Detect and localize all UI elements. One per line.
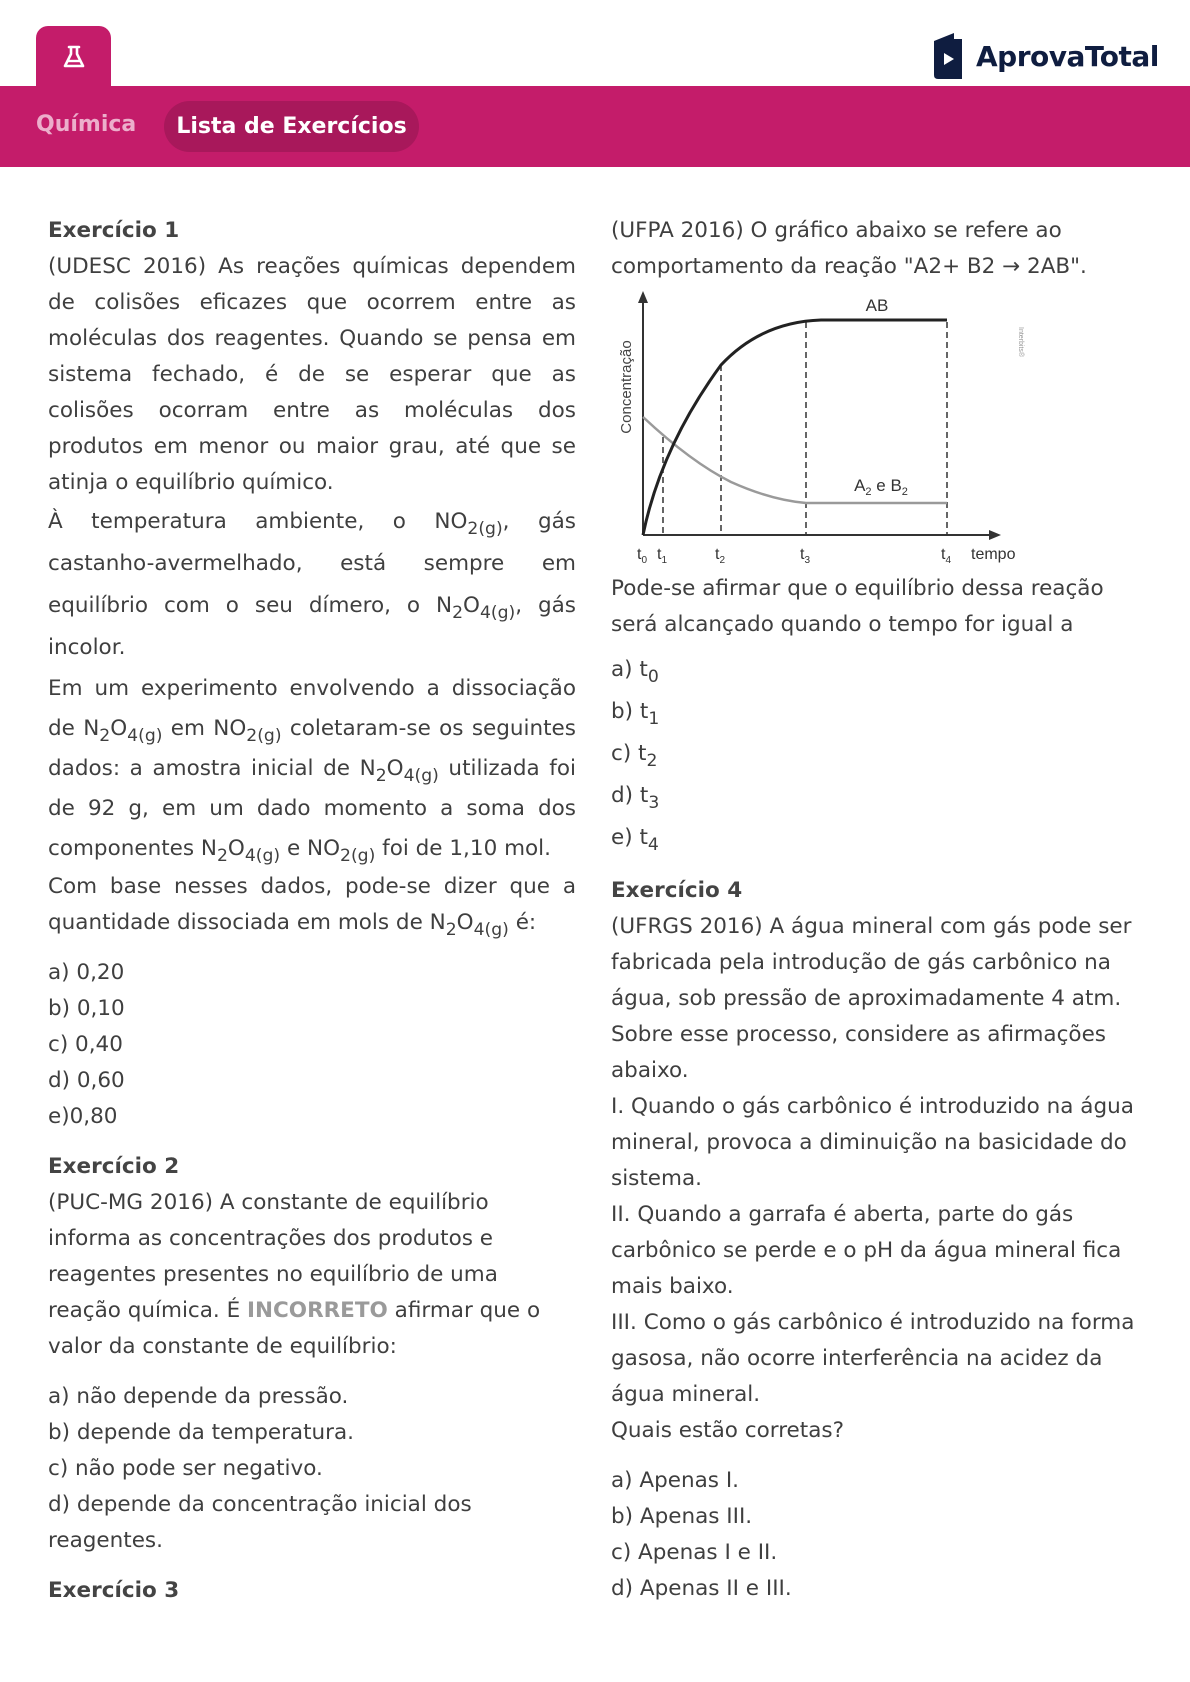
book-play-icon (930, 31, 966, 81)
exercise-4-statement-2: II. Quando a garrafa é aberta, parte do gás carbônico se perde e o pH da água mineral fica mais baixo. (611, 1202, 1122, 1299)
series-ab-label: AB (865, 296, 889, 315)
breadcrumb-section[interactable]: Lista de Exercícios (164, 101, 419, 152)
exercise-3-intro: (UFPA 2016) O gráfico abaixo se refere ao comportamento da reação "A2+ B2 → 2AB". (611, 218, 1087, 279)
svg-text:t4: $t_4$ (941, 546, 952, 566)
exercise-1-option-b: b) 0,10 (48, 996, 125, 1021)
right-column (611, 213, 1141, 1607)
exercise-2-intro: (PUC-MG 2016) A constante de equilíbrio informa as concentrações dos produtos e reagentes presentes no equilíbrio de uma reação química. É INCORRETO afirmar que o valor da constante de equilíbrio: (48, 1190, 541, 1359)
exercise-4-intro: (UFRGS 2016) A água mineral com gás pode ser fabricada pela introdução de gás carbônico na água, sob pressão de aproximadamente 4 atm. Sobre esse processo, considere as afirmações abaixo. (611, 914, 1132, 1083)
svg-text:t3: $t_3$ (800, 546, 811, 566)
exercise-3-option-c: c) $t_2$ (611, 741, 658, 772)
svg-text:t1: $t_1$ (657, 546, 668, 566)
exercise-1-paragraph-3: Em um experimento envolvendo a dissociação de $N_2O_{4(g)}$ em $NO_{2(g)}$ coletaram-se os seguintes dados: a amostra inicial de $N_2O_{4(g)}$ utilizada foi de 92 g, em um dado momento a soma dos componentes $N_2O_{4(g)}$ e $NO_{2(g)}$ foi de 1,10 mol. (48, 676, 577, 867)
exercise-4-option-d: d) Apenas II e III. (611, 1576, 792, 1601)
y-axis-label: Concentração (618, 340, 635, 434)
exercise-4-statement-3: III. Como o gás carbônico é introduzido na forma gasosa, não ocorre interferência na acidez da água mineral. (611, 1310, 1135, 1407)
exercise-4-statement-1: I. Quando o gás carbônico é introduzido na água mineral, provoca a diminuição na basicidade do sistema. (611, 1094, 1134, 1191)
exercise-2-option-b: b) depende da temperatura. (48, 1420, 355, 1445)
exercise-4-option-a: a) Apenas I. (611, 1468, 739, 1493)
svg-text:t0: $t_0$ (637, 546, 648, 566)
watermark: Interbits® (1017, 327, 1024, 358)
exercise-2-option-d: d) depende da concentração inicial dos reagentes. (48, 1492, 472, 1553)
exercise-3-title: Exercício 3 (48, 1578, 180, 1603)
exercise-3-option-b: b) $t_1$ (611, 699, 660, 730)
exercise-1-option-d: d) 0,60 (48, 1068, 125, 1093)
subject-tab[interactable] (36, 26, 111, 88)
exercise-2-title: Exercício 2 (48, 1154, 180, 1179)
exercise-3-option-a: a) $t_0$ (611, 657, 659, 688)
exercise-1-intro: (UDESC 2016) As reações químicas dependem de colisões eficazes que ocorrem entre as moléculas dos reagentes. Quando se pensa em sistema fechado, é de se esperar que as colisões ocorram entre as moléculas dos produtos em menor ou maior grau, até que se atinja o equilíbrio químico. (48, 254, 576, 495)
exercise-3-option-e: e) $t_4$ (611, 825, 659, 856)
exercise-4-option-b: b) Apenas III. (611, 1504, 753, 1529)
incorreto-highlight: INCORRETO (247, 1298, 388, 1323)
exercise-1-option-a: a) 0,20 (48, 960, 125, 985)
exercise-1-paragraph-2: À temperatura ambiente, o $NO_{2(g)}$, gás castanho-avermelhado, está sempre em equilíbrio com o seu dímero, o $N_2O_{4(g)}$, gás incolor. (48, 509, 576, 660)
exercise-1-option-c: c) 0,40 (48, 1032, 123, 1057)
exercise-1-title: Exercício 1 (48, 218, 180, 243)
exercise-4-question: Quais estão corretas? (611, 1418, 845, 1443)
equilibrium-chart (611, 287, 1031, 567)
exercise-1-question: Com base nesses dados, pode-se dizer que a quantidade dissociada em mols de $N_2O_{4(g)}$ é: (48, 874, 576, 941)
brand-name-bold: Aprova (976, 39, 1085, 73)
brand-logo (930, 30, 1159, 82)
svg-text:t2: $t_2$ (715, 546, 726, 566)
exercise-3-option-d: d) $t_3$ (611, 783, 660, 814)
exercise-2-option-a: a) não depende da pressão. (48, 1384, 349, 1409)
exercise-4-option-c: c) Apenas I e II. (611, 1540, 778, 1565)
exercise-3-question: Pode-se afirmar que o equilíbrio dessa reação será alcançado quando o tempo for igual a (611, 576, 1104, 637)
exercise-1-option-e: e)0,80 (48, 1104, 118, 1129)
brand-name-light: Total (1084, 39, 1159, 73)
flask-icon (61, 44, 87, 70)
breadcrumb-subject[interactable]: Química (36, 112, 137, 137)
exercise-4-title: Exercício 4 (611, 878, 743, 903)
x-axis-label: tempo (971, 546, 1016, 563)
exercise-2-option-c: c) não pode ser negativo. (48, 1456, 323, 1481)
left-column (48, 213, 576, 1609)
series-a2b2-label: $A_2$ e $B_2$ (854, 476, 908, 498)
